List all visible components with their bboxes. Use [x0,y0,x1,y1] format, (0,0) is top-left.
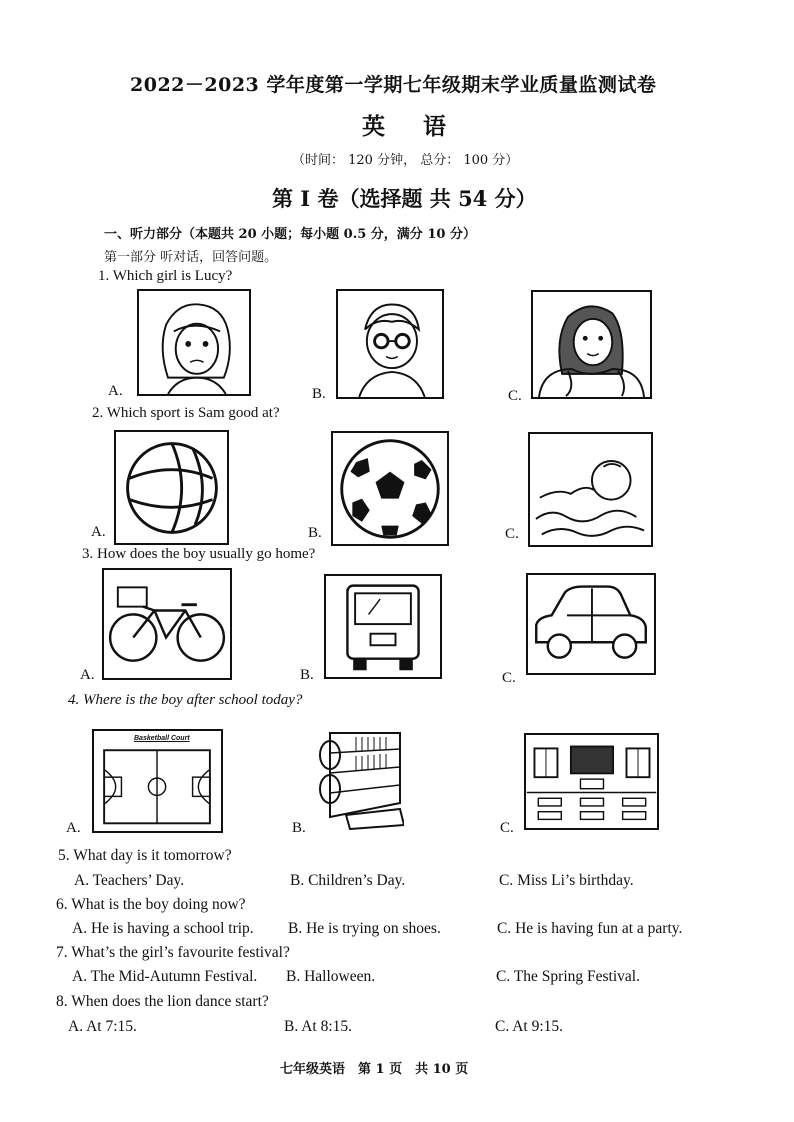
car-picture [526,573,656,675]
girl-long-hair-picture [531,290,652,399]
answer-option: B. He is trying on shoes. [288,920,441,937]
swimming-picture [528,432,653,547]
option-letter: C. [508,388,522,404]
answer-option: B. Halloween. [286,968,376,985]
boy-glasses-icon [338,291,442,397]
question-8: 8. When does the lion dance start? [56,993,269,1010]
answer-option: C. He is having fun at a party. [497,920,683,937]
answer-option: A. He is having a school trip. [72,920,254,937]
question-5: 5. What day is it tomorrow? [58,847,232,864]
option-letter: C. [500,820,514,836]
bus-picture [324,574,442,679]
classroom-icon [526,735,657,828]
answer-option: B. Children’s Day. [290,872,406,889]
answer-option: B. At 8:15. [284,1018,353,1035]
library-icon [316,725,404,830]
option-letter: A. [108,383,123,399]
boy-glasses-picture [336,289,444,399]
subject-title: 英语 [362,113,484,140]
girl-short-hair-icon [139,291,249,394]
option-letter: C. [505,526,519,542]
answer-option: A. The Mid-Autumn Festival. [72,968,258,985]
basketball-court-icon [94,731,221,831]
option-letter: A. [91,524,106,540]
subsection-title: 第一部分 听对话，回答问题。 [104,250,278,265]
part-title: 第 I 卷（选择题 共 54 分） [272,186,537,211]
swimming-icon [530,434,651,545]
option-letter: C. [502,670,516,686]
bike-icon [104,570,230,678]
volleyball-picture [114,430,229,545]
time-info: （时间： 120 分钟， 总分： 100 分） [292,153,519,168]
bike-picture [102,568,232,680]
page-footer: 七年级英语 第 1 页 共 10 页 [280,1062,469,1077]
option-letter: B. [312,386,326,402]
question-7: 7. What’s the girl’s favourite festival? [56,944,290,961]
soccer-ball-picture [331,431,449,546]
soccer-ball-icon [333,433,447,544]
option-letter: B. [292,820,306,836]
option-letter: A. [80,667,95,683]
court-caption: Basketball Court [134,735,190,742]
question-1: 1. Which girl is Lucy? [98,268,233,284]
car-icon [528,575,654,673]
answer-option: C. At 9:15. [495,1018,564,1035]
volleyball-icon [116,432,227,543]
question-4: 4. Where is the boy after school today? [68,692,303,708]
basketball-court-picture [92,729,223,833]
library-picture [316,725,404,830]
section-title: 一、听力部分（本题共 20 小题；每小题 0.5 分，满分 10 分） [104,227,476,242]
answer-option: C. The Spring Festival. [496,968,640,985]
girl-short-hair-picture [137,289,251,396]
classroom-picture [524,733,659,830]
answer-option: A. At 7:15. [68,1018,137,1035]
option-letter: B. [300,667,314,683]
exam-title: 2022－2023 学年度第一学期七年级期末学业质量监测试卷 [130,74,657,96]
answer-option: A. Teachers’ Day. [74,872,185,889]
option-letter: B. [308,525,322,541]
question-2: 2. Which sport is Sam good at? [92,405,280,421]
question-6: 6. What is the boy doing now? [56,896,246,913]
bus-icon [326,576,440,677]
girl-long-hair-icon [533,292,650,397]
answer-option: C. Miss Li’s birthday. [499,872,634,889]
option-letter: A. [66,820,81,836]
question-3: 3. How does the boy usually go home? [82,546,316,562]
